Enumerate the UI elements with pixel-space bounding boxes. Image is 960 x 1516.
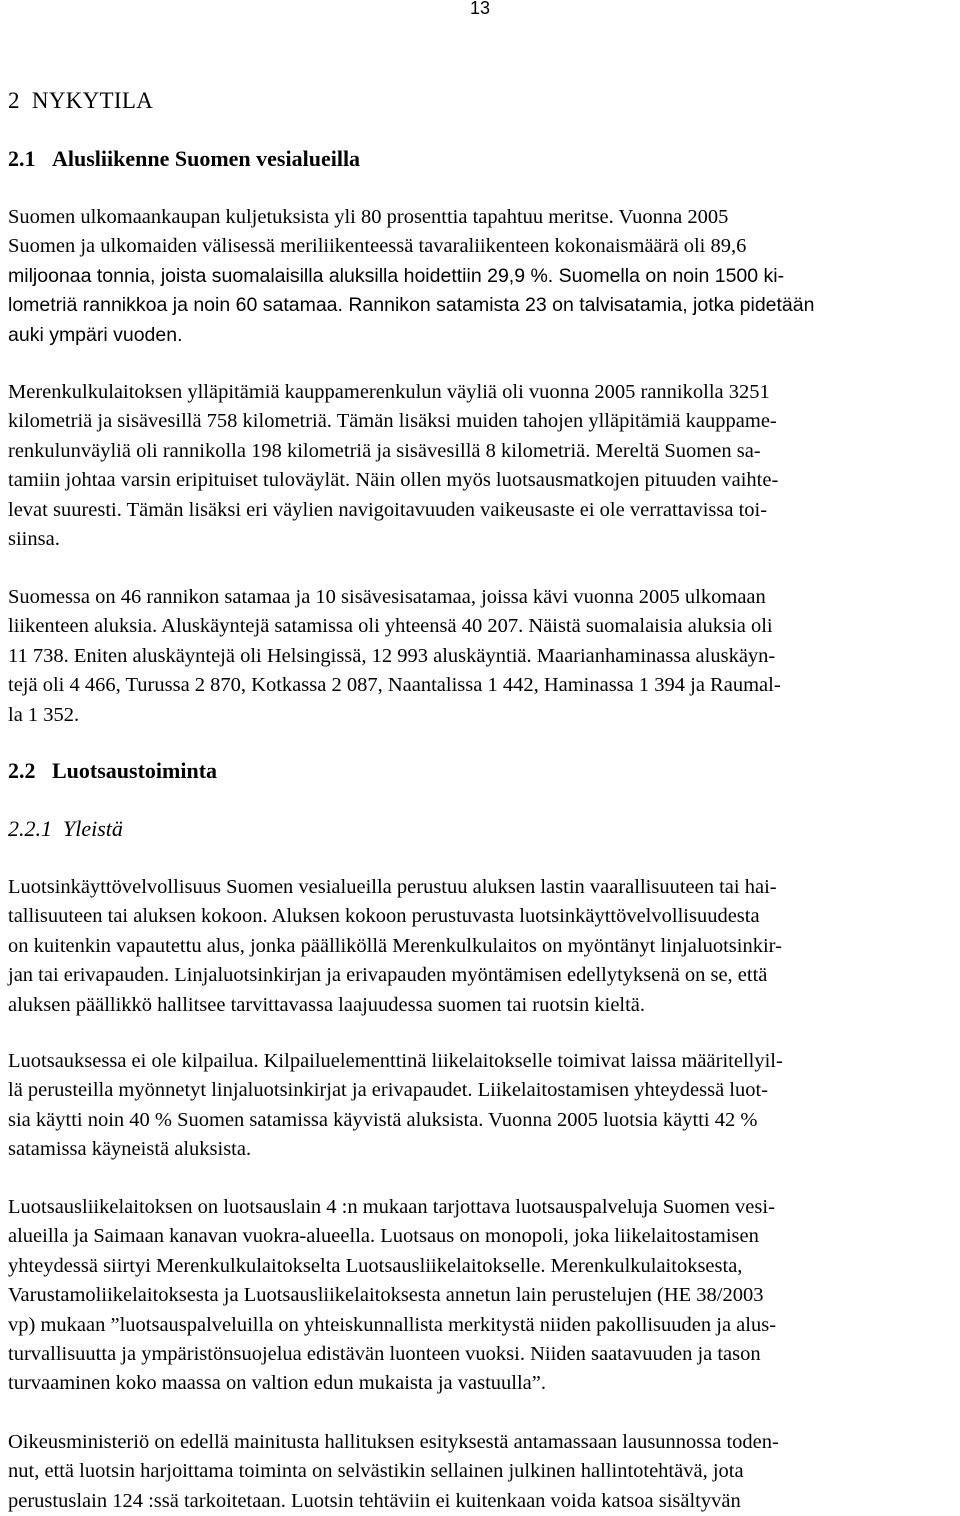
section-heading-2-1 <box>8 146 360 172</box>
paragraph-1 <box>8 203 952 350</box>
paragraph-4 <box>8 873 952 1020</box>
paragraph-line: turvallisuutta ja ympäristönsuojelua edistävän luonteen vuoksi. Niiden saatavuuden ja tason <box>8 1343 761 1366</box>
paragraph-line: Merenkulkulaitoksen ylläpitämiä kauppamerenkulun väyliä oli vuonna 2005 rannikolla 3251 <box>8 381 770 403</box>
paragraph-2 <box>8 378 952 554</box>
paragraph-5 <box>8 1047 952 1165</box>
paragraph-line: Luotsinkäyttövelvollisuus Suomen vesialueilla perustuu aluksen lastin vaarallisuuteen tai hai- <box>8 876 777 898</box>
chapter-heading <box>8 88 153 114</box>
paragraph-line: kilometriä ja sisävesillä 758 kilometriä. Tämän lisäksi muiden tahojen ylläpitämiä kauppame- <box>8 410 777 433</box>
subsection-title: Yleistä <box>63 816 123 841</box>
paragraph-line: yhteydessä siirtyi Merenkulkulaitokselta Luotsausliikelaitokselle. Merenkulkulaitoksesta, <box>8 1254 743 1277</box>
paragraph-line: nut, että luotsin harjoittama toiminta on selvästikin sellainen julkinen hallintotehtävä, jota <box>8 1460 744 1483</box>
section-heading-2-2 <box>8 758 217 784</box>
paragraph-line: lometriä rannikkoa ja noin 60 satamaa. Rannikon satamista 23 on talvisatamia, jotka pidetään <box>8 294 815 317</box>
paragraph-line: Oikeusministeriö on edellä mainitusta hallituksen esityksestä antamassaan lausunnossa toden- <box>8 1431 779 1453</box>
chapter-title: NYKYTILA <box>31 88 154 113</box>
paragraph-6 <box>8 1193 952 1399</box>
paragraph-line: renkulunväyliä oli rannikolla 198 kilometriä ja sisävesillä 8 kilometriä. Mereltä Suomen sa- <box>8 439 761 462</box>
paragraph-line: siinsa. <box>8 528 60 551</box>
section-title: Alusliikenne Suomen vesialueilla <box>52 146 361 171</box>
paragraph-line: tejä oli 4 466, Turussa 2 870, Kotkassa 2 087, Naantalissa 1 442, Haminassa 1 394 ja Raumal- <box>8 674 781 697</box>
paragraph-line: sia käytti noin 40 % Suomen satamissa käyvistä aluksista. Vuonna 2005 luotsia käytti 42 % <box>8 1108 758 1131</box>
paragraph-3 <box>8 583 952 730</box>
subsection-heading-2-2-1 <box>8 816 123 842</box>
paragraph-line: perustuslain 124 :ssä tarkoitetaan. Luotsin tehtäviin ei kuitenkaan voida katsoa sisältyvän <box>8 1489 741 1512</box>
paragraph-line: Luotsauksessa ei ole kilpailua. Kilpailuelementtinä liikelaitokselle toimivat laissa määritellyil- <box>8 1050 783 1072</box>
paragraph-line: la 1 352. <box>8 703 80 726</box>
paragraph-line: 11 738. Eniten aluskäyntejä oli Helsingissä, 12 993 aluskäyntiä. Maarianhaminassa aluskäyn- <box>8 644 776 667</box>
paragraph-line: Suomen ja ulkomaiden välisessä meriliikenteessä tavaraliikenteen kokonaismäärä oli 89,6 <box>8 235 747 258</box>
paragraph-line: alueilla ja Saimaan kanavan vuokra-alueella. Luotsaus on monopoli, joka liikelaitostamisen <box>8 1225 759 1248</box>
paragraph-line: jan tai erivapauden. Linjaluotsinkirjan ja erivapauden myöntämisen edellytyksenä on se, että <box>8 964 768 987</box>
paragraph-line: turvaaminen koko maassa on valtion edun mukaista ja vastuulla”. <box>8 1372 546 1395</box>
page-number: 13 <box>470 0 491 18</box>
paragraph-line: Suomen ulkomaankaupan kuljetuksista yli 80 prosenttia tapahtuu meritse. Vuonna 2005 <box>8 206 729 228</box>
paragraph-line: on kuitenkin vapautettu alus, jonka päälliköllä Merenkulkulaitos on myöntänyt linjaluotsinkir- <box>8 934 782 957</box>
paragraph-line: Varustamoliikelaitoksesta ja Luotsausliikelaitoksesta annetun lain perustelujen (HE 38/2003 <box>8 1284 764 1307</box>
paragraph-line: tallisuuteen tai aluksen kokoon. Aluksen kokoon perustuvasta luotsinkäyttövelvollisuudesta <box>8 905 760 928</box>
paragraph-line: aluksen päällikkö hallitsee tarvittavassa laajuudessa suomen tai ruotsin kieltä. <box>8 993 646 1016</box>
paragraph-line: satamissa käyneistä aluksista. <box>8 1138 252 1161</box>
section-title: Luotsaustoiminta <box>52 758 218 783</box>
paragraph-line: miljoonaa tonnia, joista suomalaisilla aluksilla hoidettiin 29,9 %. Suomella on noin 1500 ki- <box>8 264 785 287</box>
paragraph-line: levat suuresti. Tämän lisäksi eri väylien navigoitavuuden vaikeusaste ei ole verrattavissa toi- <box>8 498 768 521</box>
paragraph-line: lä perusteilla myönnetyt linjaluotsinkirjat ja erivapaudet. Liikelaitostamisen yhteydessä luot- <box>8 1079 769 1102</box>
paragraph-line: liikenteen aluksia. Aluskäyntejä satamissa oli yhteensä 40 207. Näistä suomalaisia aluksia oli <box>8 615 773 638</box>
paragraph-line: auki ympäri vuoden. <box>8 323 183 346</box>
section-number: 2.2 <box>8 758 36 783</box>
paragraph-line: tamiin johtaa varsin eripituiset tuloväylät. Näin ollen myös luotsausmatkojen pituuden vaihte- <box>8 469 779 492</box>
paragraph-7 <box>8 1428 952 1516</box>
chapter-number: 2 <box>8 88 20 113</box>
paragraph-line: Luotsausliikelaitoksen on luotsauslain 4 :n mukaan tarjottava luotsauspalveluja Suomen vesi- <box>8 1196 775 1218</box>
subsection-number: 2.2.1 <box>8 816 52 841</box>
section-number: 2.1 <box>8 146 36 171</box>
paragraph-line: Suomessa on 46 rannikon satamaa ja 10 sisävesisatamaa, joissa kävi vuonna 2005 ulkomaan <box>8 586 766 608</box>
paragraph-line: vp) mukaan ”luotsauspalveluilla on yhteiskunnallista merkitystä niiden pakollisuuden ja alus- <box>8 1313 777 1336</box>
